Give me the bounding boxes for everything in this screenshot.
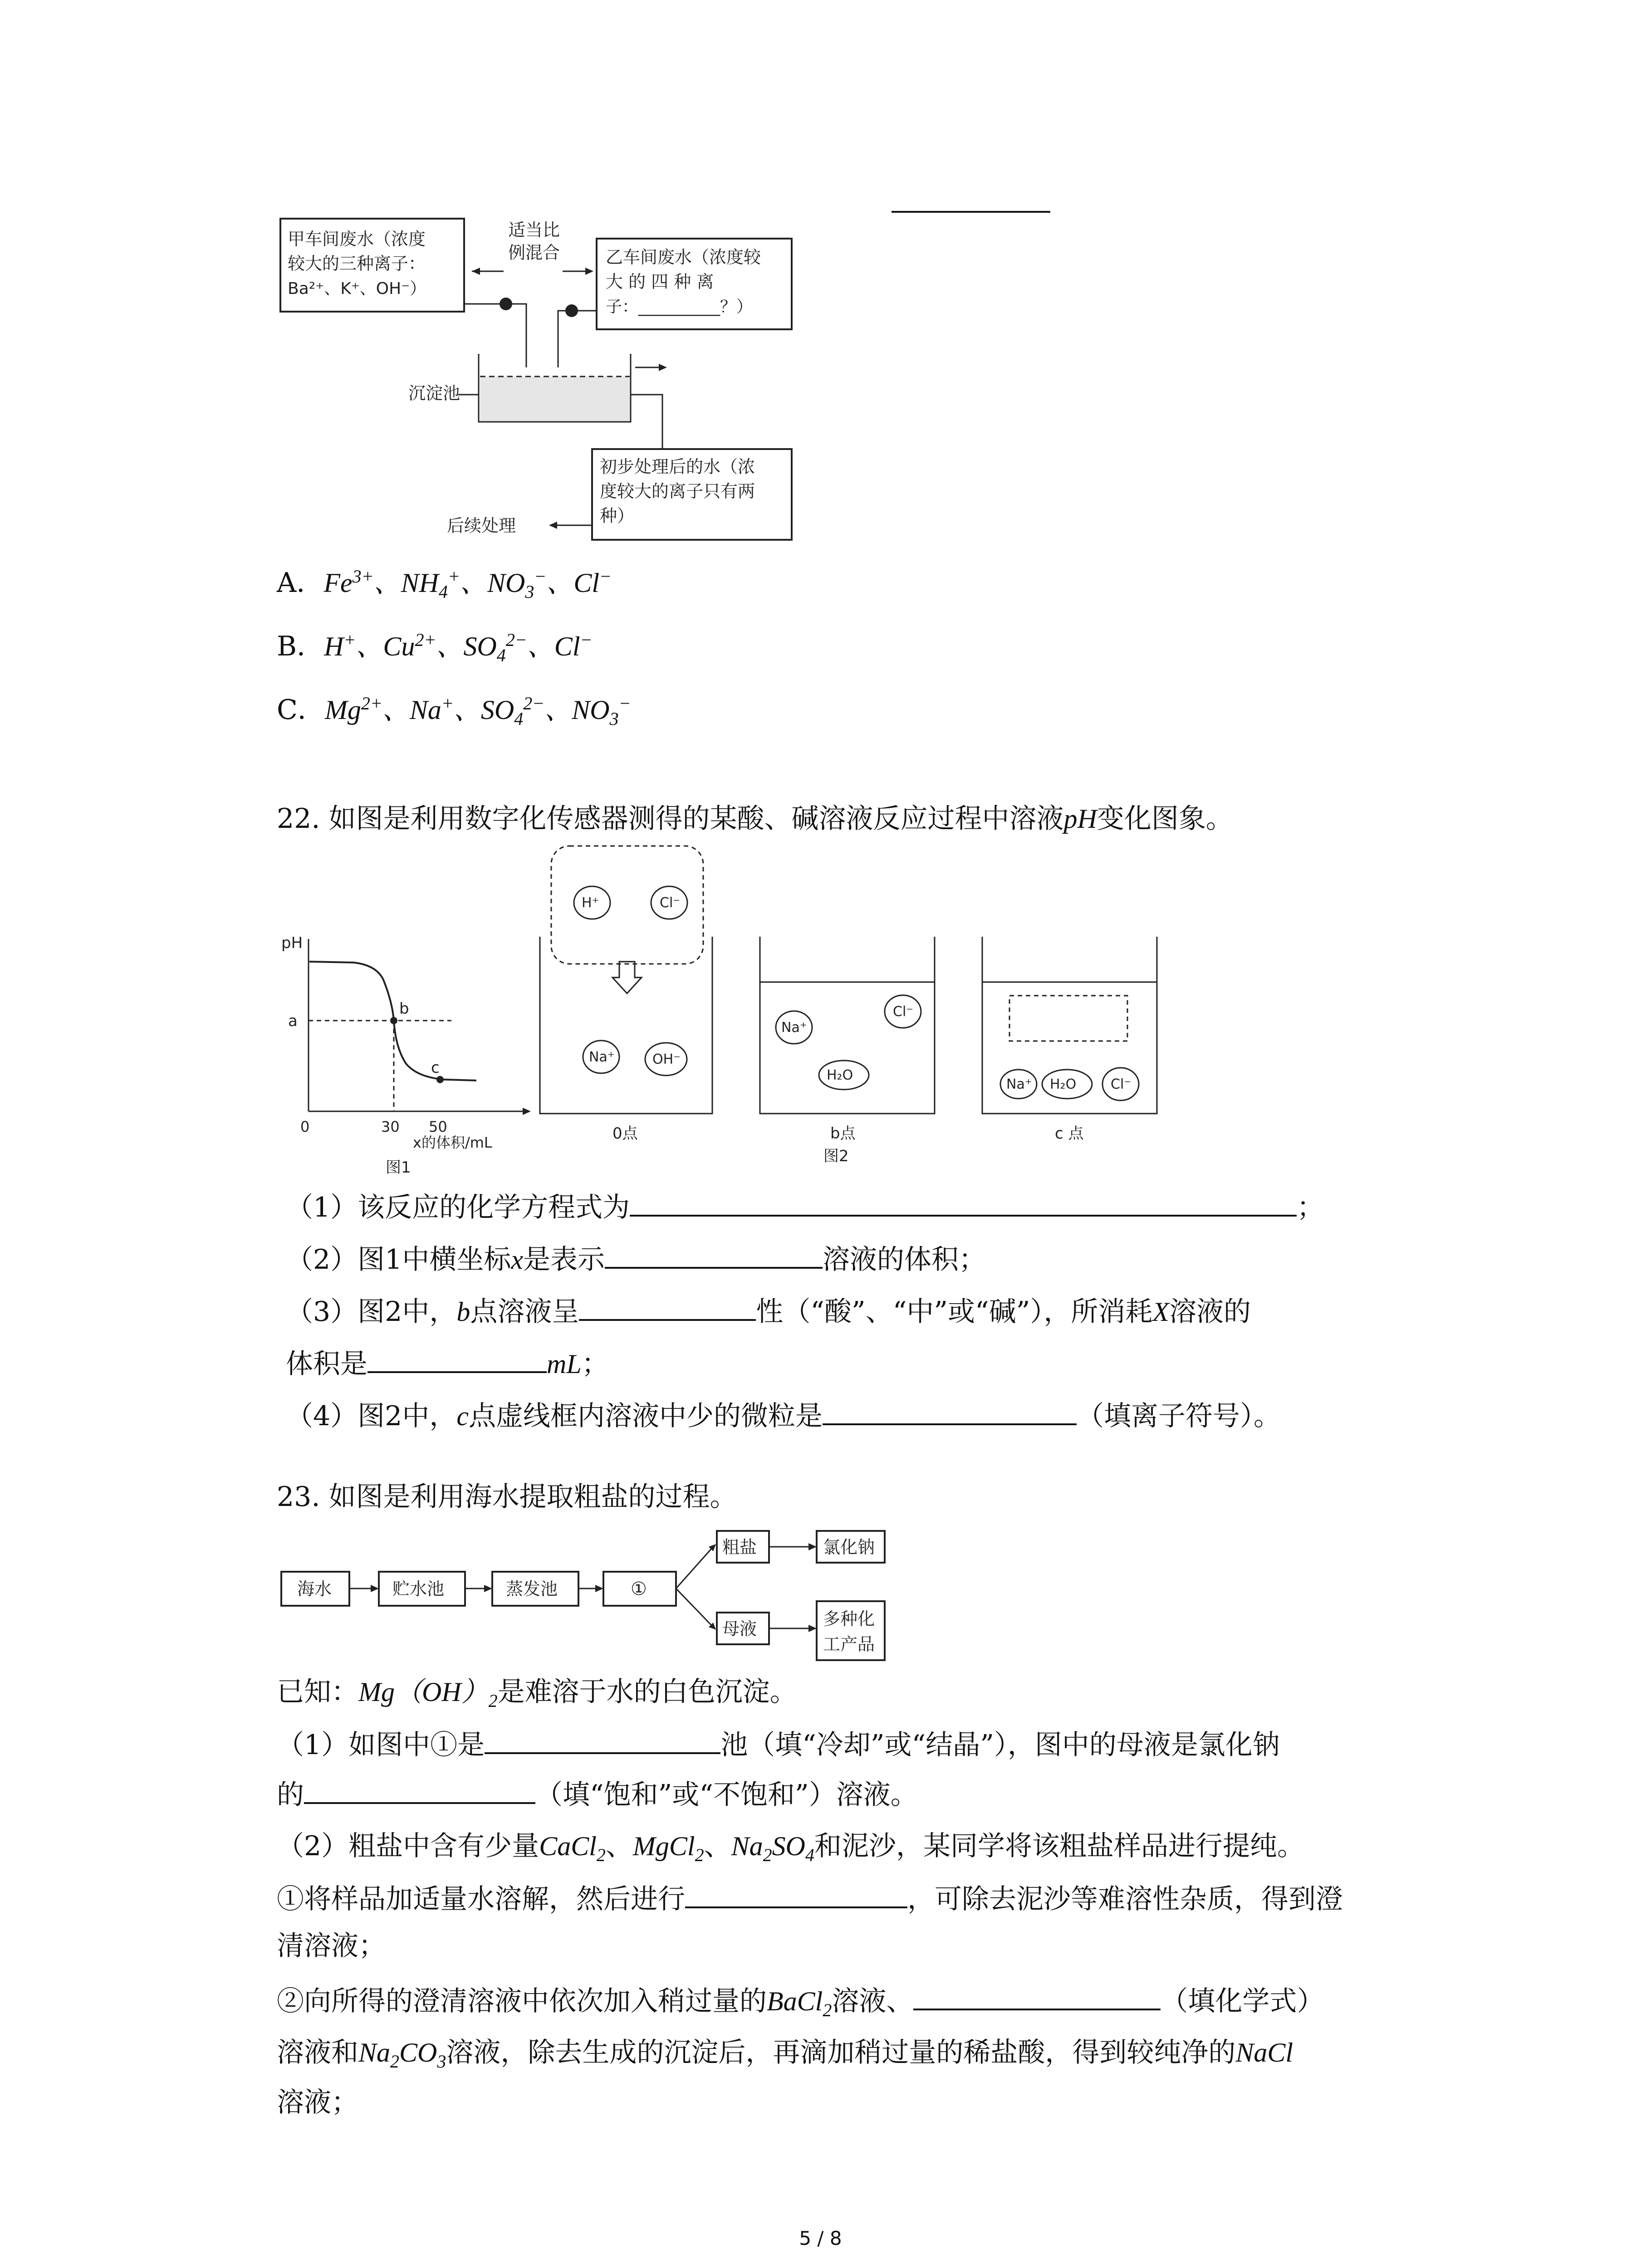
fig2-caption: 图2 xyxy=(823,1147,849,1165)
answer-blank-q22-3a[interactable] xyxy=(579,1293,756,1321)
q22-stem: 22. 如图是利用数字化传感器测得的某酸、碱溶液反应过程中溶液pH变化图象。 xyxy=(277,803,1233,835)
box-result-line3: 种） xyxy=(600,506,635,526)
q22-p2: （2）图1中横坐标x是表示 溶液的体积； xyxy=(286,1241,986,1278)
flow-step1: ① xyxy=(631,1579,647,1599)
answer-blank-q23-1a[interactable] xyxy=(485,1726,720,1754)
option-c: C．$Mg^{2+}$、Na+、$SO_4^{2-}$、$NO_3^-$ xyxy=(277,693,631,729)
q23-flow-diagram xyxy=(277,1529,912,1665)
flow-chem1: 多种化 xyxy=(823,1609,875,1629)
answer-blank-q22-4[interactable] xyxy=(823,1397,1077,1425)
ion-na-b: Na⁺ xyxy=(781,1020,807,1036)
label-0-point: 0点 xyxy=(612,1124,638,1143)
q21-wastewater-diagram xyxy=(272,213,844,558)
q23-s2: ②向所得的澄清溶液中依次加入稍过量的BaCl$_2$溶液、 （填化学式） xyxy=(277,1982,1324,2019)
ion-cl-0: Cl⁻ xyxy=(660,895,681,911)
ion-cl-c: Cl⁻ xyxy=(1111,1076,1132,1092)
q23-p2: （2）粗盐中含有少量CaCl$_2$、MgCl$_2$、$Na_2SO_4$和泥沙，某同学将该粗盐样品进行提纯。 xyxy=(277,1830,1304,1865)
follow-label: 后续处理 xyxy=(447,516,516,536)
mix-label-1: 适当比 xyxy=(508,220,560,240)
q22-p4: （4）图2中，c点虚线框内溶液中少的微粒是 （填离子符号）。 xyxy=(286,1397,1281,1434)
q22-p1: （1）该反应的化学方程式为 ； xyxy=(286,1188,1324,1226)
fig1-xlabel: x的体积/mL xyxy=(413,1134,492,1151)
answer-blank-q23-1b[interactable] xyxy=(304,1776,535,1804)
q22-p3-cont: 体积是 mL； xyxy=(286,1345,609,1382)
box-yi-line1: 乙车间废水（浓度较 xyxy=(606,247,761,267)
fig1-x0: 0 xyxy=(300,1118,310,1135)
q22-fig2-beakers xyxy=(531,839,1184,1184)
flow-evap: 蒸发池 xyxy=(506,1579,558,1599)
q23-s1-cont: 清溶液； xyxy=(277,1930,386,1962)
box-jia-line1: 甲车间废水（浓度 xyxy=(288,229,426,249)
q23-s2-end: 溶液； xyxy=(277,2087,358,2118)
answer-blank-q22-3b[interactable] xyxy=(367,1345,547,1373)
q23-stem: 23. 如图是利用海水提取粗盐的过程。 xyxy=(277,1481,737,1513)
flow-seawater: 海水 xyxy=(297,1579,332,1599)
flow-chem2: 工产品 xyxy=(823,1634,875,1654)
q23-s1: ①将样品加适量水溶解，然后进行 ，可除去泥沙等难溶性杂质，得到澄 xyxy=(277,1880,1343,1917)
box-result-line1: 初步处理后的水（浓 xyxy=(600,457,755,477)
fig1-caption: 图1 xyxy=(386,1158,411,1177)
ion-cl-b: Cl⁻ xyxy=(893,1004,914,1020)
q23-p1: （1）如图中①是 池（填“冷却”或“结晶”），图中的母液是氯化钠 xyxy=(277,1726,1280,1763)
label-b-point: b点 xyxy=(830,1124,856,1143)
label-c-point: c 点 xyxy=(1055,1124,1084,1143)
ion-na-c: Na⁺ xyxy=(1006,1076,1032,1092)
top-answer-line xyxy=(892,211,1050,213)
flow-mother: 母液 xyxy=(722,1619,757,1639)
q22-fig1-ph-curve xyxy=(272,912,535,1184)
box-yi-line2: 大 的 四 种 离 xyxy=(606,272,714,292)
option-b: B．H+、$Cu^{2+}$、$SO_4^{2-}$、Cl− xyxy=(277,630,593,665)
q23-known: 已知：$Mg(OH)_2$是难溶于水的白色沉淀。 xyxy=(277,1676,797,1711)
answer-blank-q23-2b[interactable] xyxy=(913,1982,1161,2010)
answer-blank-q22-1[interactable] xyxy=(630,1188,1297,1217)
q23-p1-cont: 的 （填“饱和”或“不饱和”）溶液。 xyxy=(277,1776,918,1813)
flow-storage: 贮水池 xyxy=(392,1579,445,1599)
ion-oh: OH⁻ xyxy=(652,1051,681,1067)
fig1-ylabel: pH xyxy=(281,934,303,952)
ion-na-0: Na⁺ xyxy=(589,1049,615,1065)
box-jia-line2: 较大的三种离子： xyxy=(288,254,426,274)
point-b xyxy=(390,1017,397,1024)
h2o-c: H₂O xyxy=(1050,1076,1077,1092)
ion-h: H⁺ xyxy=(582,895,599,911)
q23-s2-cont: 溶液和$Na_2CO_3$溶液，除去生成的沉淀后，再滴加稍过量的稀盐酸，得到较纯净的NaCl xyxy=(277,2037,1293,2072)
point-c xyxy=(436,1076,444,1083)
answer-blank-q23-2a[interactable] xyxy=(685,1880,907,1908)
box-jia-line3: Ba²⁺、K⁺、OH⁻） xyxy=(288,279,426,298)
flow-crude: 粗盐 xyxy=(722,1537,757,1557)
fig1-b-label: b xyxy=(399,1000,409,1018)
fig1-a-label: a xyxy=(288,1012,298,1030)
box-yi-line3: 子：__________？） xyxy=(606,298,753,316)
page-number: 5 / 8 xyxy=(799,2227,842,2249)
fig1-x50: 50 xyxy=(429,1118,447,1135)
mix-label-2: 例混合 xyxy=(508,243,560,263)
box-result-line2: 度较大的离子只有两 xyxy=(600,481,755,501)
flow-nacl: 氯化钠 xyxy=(823,1537,875,1557)
answer-blank-q22-2[interactable] xyxy=(605,1241,823,1269)
fig1-c-label: c xyxy=(431,1059,440,1077)
h2o-b: H₂O xyxy=(827,1067,853,1083)
q22-p3: （3）图2中，b点溶液呈 性（“酸”、“中”或“碱”），所消耗X溶液的 xyxy=(286,1293,1251,1330)
option-a: A．$Fe^{3+}$、$NH_4^+$、$NO_3^-$、Cl− xyxy=(277,566,612,602)
pool-label: 沉淀池 xyxy=(408,383,460,403)
fig1-x30: 30 xyxy=(381,1118,400,1135)
